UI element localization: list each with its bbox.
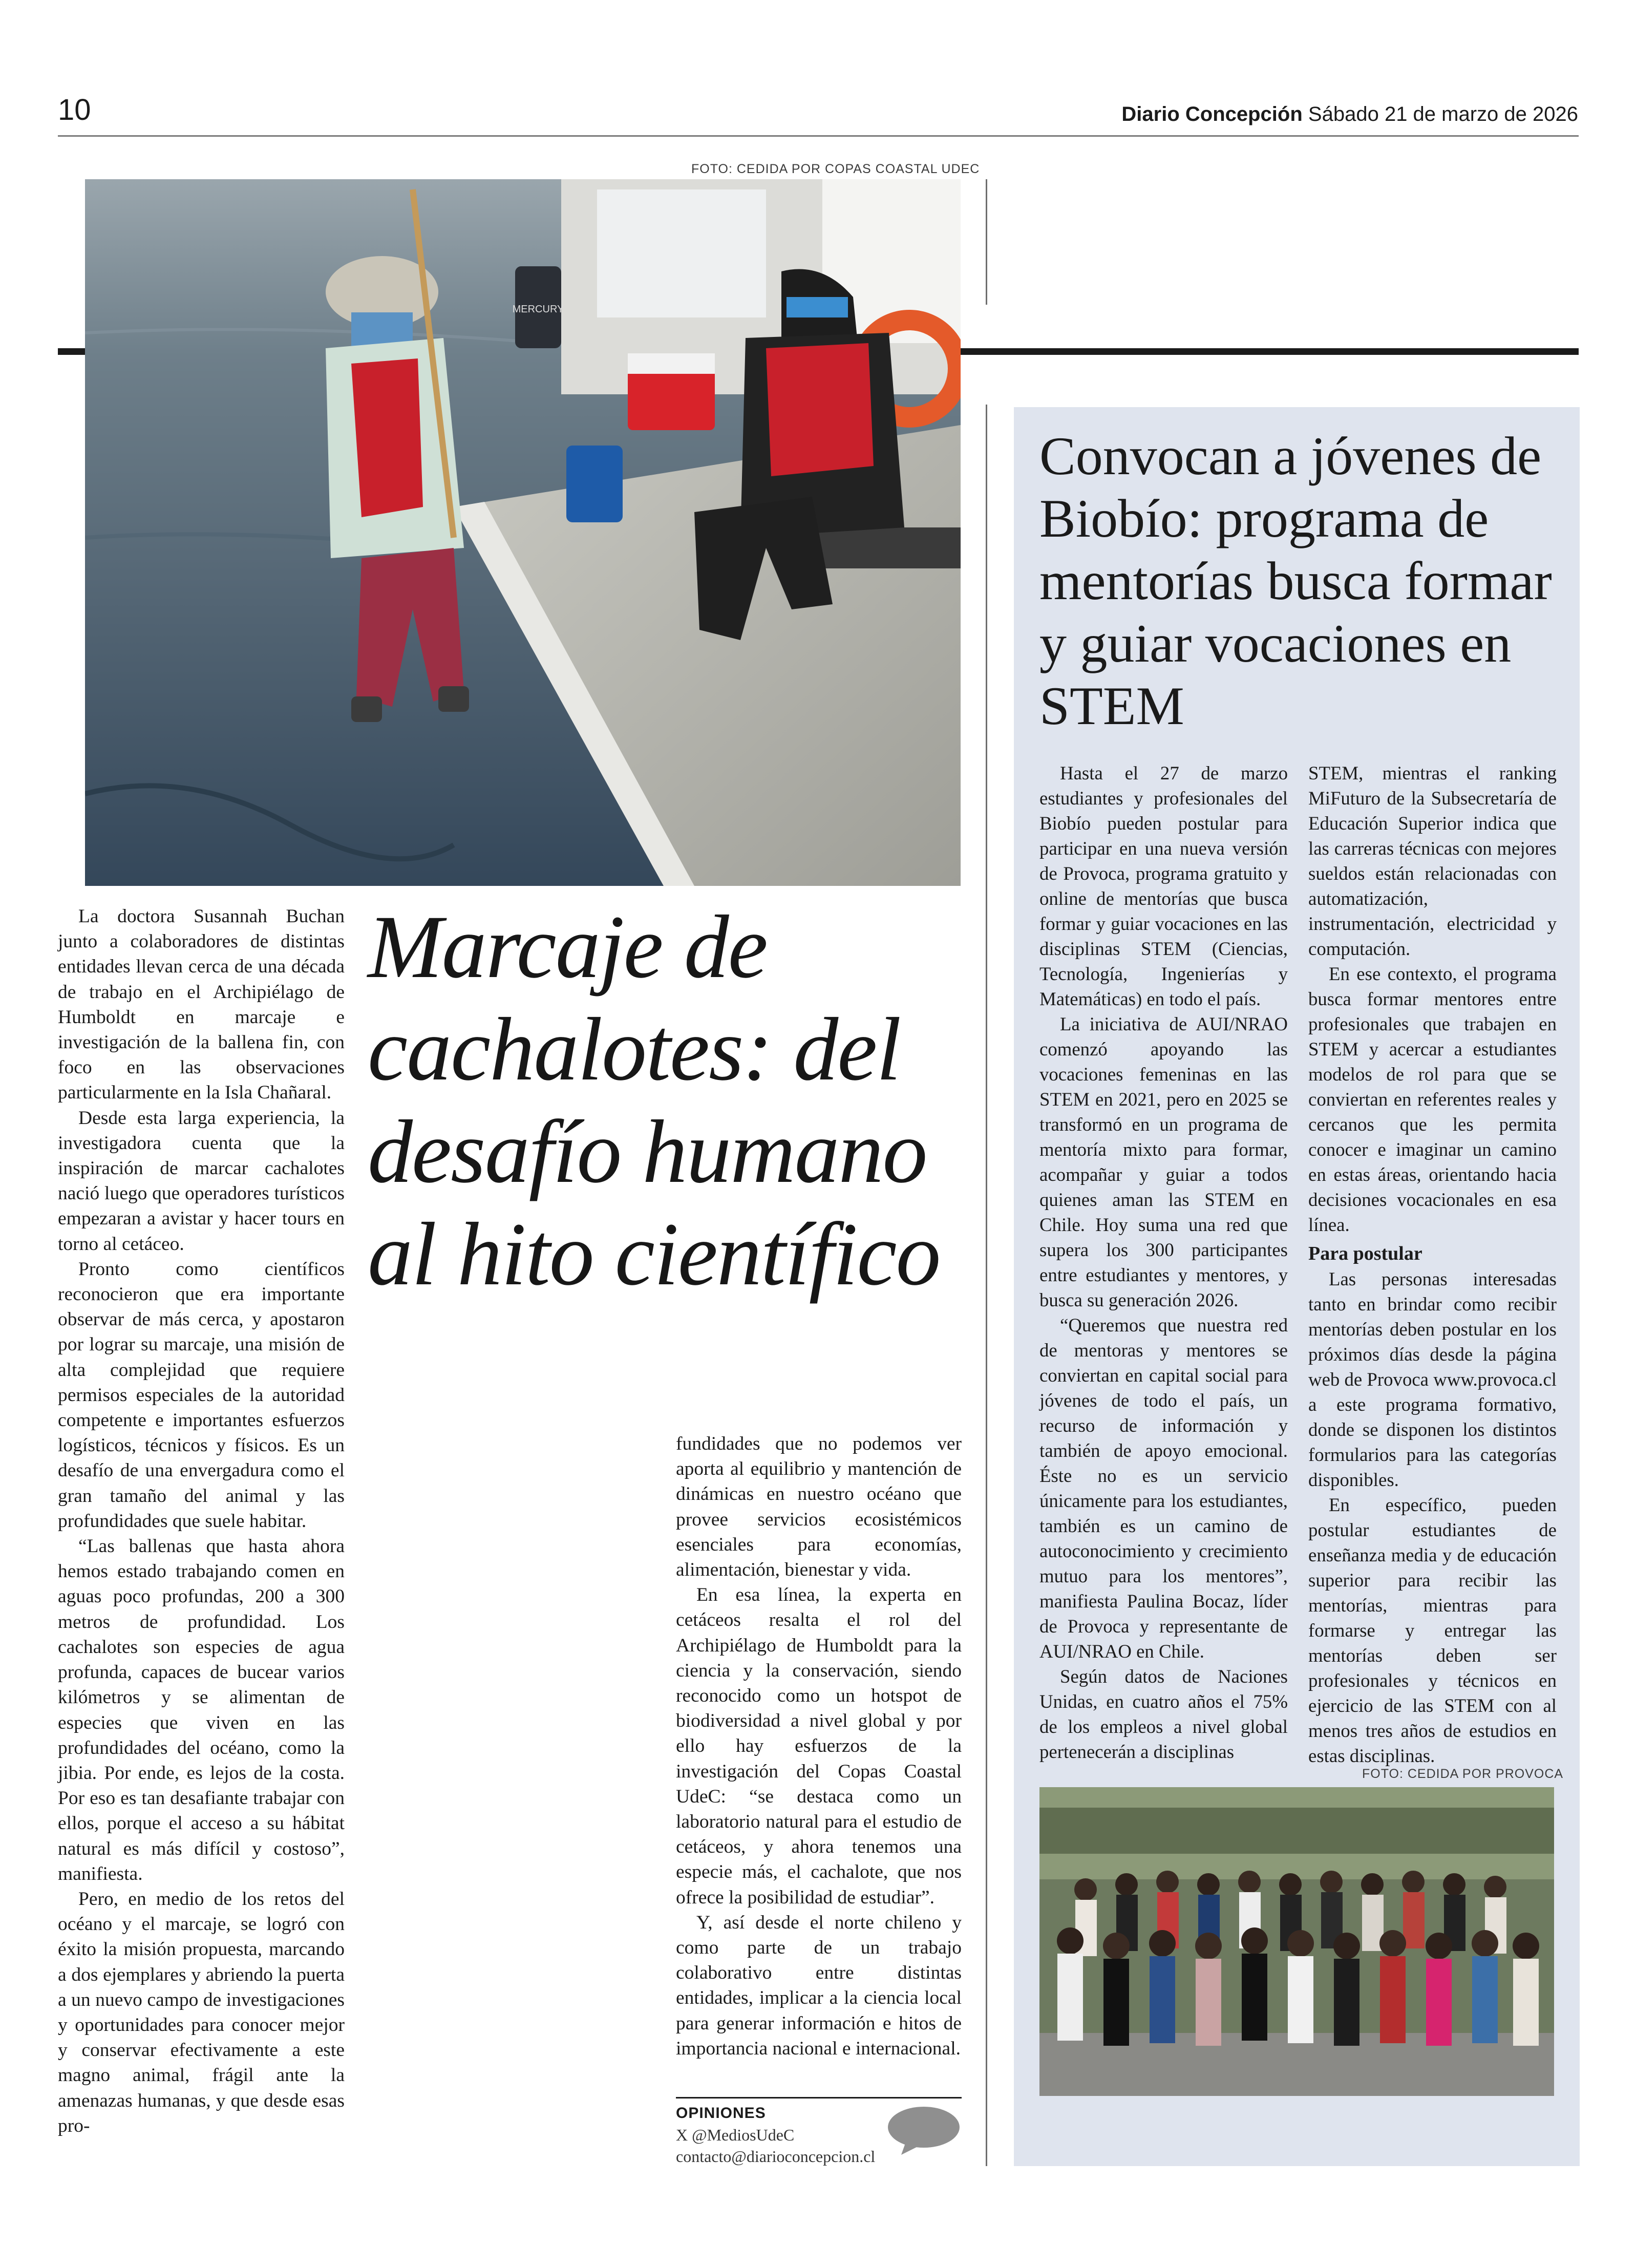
- column-divider: [986, 405, 987, 2166]
- group-photo: [1039, 1787, 1554, 2096]
- page-header-info: [1121, 104, 1578, 124]
- speech-bubble-icon: [886, 2105, 962, 2156]
- photo-credit-copas: FOTO: CEDIDA POR COPAS COASTAL UDEC: [691, 162, 980, 176]
- article-paragraph: Pero, en medio de los retos del océano y el marcaje, se logró con éxito la misión propuesta, marcando a dos ejemplares y abriendo la puerta a un nuevo campo de investigaciones y oportunidades para conocer mejor y conservar efectivamente a este magno animal, frágil ante la amenazas humanas, y que desde esas pro-: [58, 1888, 345, 2136]
- group-photo-illustration: [1039, 1787, 1554, 2096]
- sidebar-paragraph: En específico, pueden postular estudiantes de enseñanza media y de educación superior para recibir las mentorías, mientras para formarse y entregar las mentorías deben ser profesionales y técnicos en ejercicio de las STEM con al menos tres años de estudios en estas disciplinas.: [1308, 1494, 1557, 1766]
- sidebar-column-1: [1039, 760, 1288, 1764]
- article-paragraph: Desde esta larga experiencia, la investigadora cuenta que la inspiración de marcar cachalotes nació luego que operadores turísticos empezaran a avistar y hacer tours en torno al cetáceo.: [58, 1107, 345, 1255]
- sidebar-paragraph: STEM, mientras el ranking MiFuturo de la Subsecretaría de Educación Superior indica que las carreras técnicas con mejores sueldos están relacionadas con automatización, instrumentación, electricidad y computación.: [1308, 762, 1557, 959]
- article-paragraph: Pronto como científicos reconocieron que era importante observar de más cerca, y apostaron por lograr su marcaje, una misión de alta complejidad que requiere permisos especiales de la autoridad competente e importantes esfuerzos logísticos, técnicos y físicos. Es un desafío de una envergadura como el gran tamaño del animal y las profundidades que suele habitar.: [58, 1258, 345, 1532]
- section-rule-right: [961, 348, 1579, 355]
- photo-credit-provoca: FOTO: CEDIDA POR PROVOCA: [1362, 1767, 1564, 1781]
- sidebar-paragraph: Las personas interesadas tanto en brindar como recibir mentorías deben postular en los próximos días desde la página web de Provoca www.provoca.cl a este programa formativo, donde se disponen los distintos formularios para las categorías disponibles.: [1308, 1268, 1557, 1490]
- article-paragraph: Y, así desde el norte chileno y como parte de un trabajo colaborativo entre distintas entidades, implicar a la ciencia local para generar información e hitos de importancia nacional e internacional.: [676, 1912, 962, 2059]
- opiniones-twitter: X @MediosUdeC: [676, 2126, 795, 2144]
- sidebar-paragraph: La iniciativa de AUI/NRAO comenzó apoyando las vocaciones femeninas en las STEM en 2021, pero en 2025 se transformó en un programa de mentoría mixto para formar, acompañar y guiar a todos quienes aman las STEM en Chile. Hoy suma una red que supera los 300 participantes entre estudiantes y mentores, y busca su generación 2026.: [1039, 1013, 1288, 1310]
- sidebar-headline: Convocan a jóvenes de Biobío: programa de mentorías busca formar y guiar vocaciones en STEM: [1039, 426, 1552, 736]
- sidebar-paragraph: Hasta el 27 de marzo estudiantes y profesionales del Biobío pueden postular para participar en una nueva versión de Provoca, programa gratuito y online de mentorías que busca formar y guiar vocaciones en las disciplinas STEM (Ciencias, Tecnología, Ingenierías y Matemáticas) en todo el país.: [1039, 762, 1288, 1009]
- motor-brand: MERCURY: [512, 304, 564, 315]
- sidebar-paragraph: Según datos de Naciones Unidas, en cuatro años el 75% de los empleos a nivel global pertenecerán a disciplinas: [1039, 1666, 1288, 1762]
- article-headline: Marcaje de cachalotes: del desafío humano al hito científico: [368, 897, 940, 1304]
- boat-tagging-photo: [85, 179, 961, 886]
- article-paragraph: fundidades que no podemos ver aporta al equilibrio y mantención de dinámicas en nuestro océano que provee servicios ecosistémicos esenciales para economías, alimentación, bienestar y vida.: [676, 1433, 962, 1581]
- article-column-2: [676, 1431, 962, 2061]
- blue-container: [566, 446, 623, 522]
- boat-photo-illustration: [85, 179, 961, 886]
- article-paragraph: La doctora Susannah Buchan junto a colaboradores de distintas entidades llevan cerca de una década de trabajo en el Archipiélago de Humboldt en marcaje e investigación de la ballena fin, con foco en las observaciones particularmente en la Isla Chañaral.: [58, 906, 345, 1104]
- sidebar-paragraph: “Queremos que nuestra red de mentoras y mentores se conviertan en capital social para jóvenes de todo el país, un recurso de información y también de apoyo emocional. Éste no es un servicio únicamente para los estudiantes, también es un camino de autoconocimiento y crecimiento mutuo para los mentores”, manifiesta Paulina Bocaz, líder de Provoca y representante de AUI/NRAO en Chile.: [1039, 1315, 1288, 1662]
- article-paragraph: En esa línea, la experta en cetáceos resalta el rol del Archipiélago de Humboldt para la ciencia y la conservación, siendo reconocido como un hotspot de biodiversidad a nivel global y por ello hay esfuerzos de la investigación del Copas Coastal UdeC: “se destaca como un laboratorio natural para el estudio de cetáceos, y ahora tenemos una especie más, el cachalote, que nos ofrece la posibilidad de estudiar”.: [676, 1584, 962, 1908]
- opiniones-email: contacto@diarioconcepcion.cl: [676, 2147, 876, 2166]
- sidebar-column-2: [1308, 760, 1557, 1768]
- sidebar-subhead: Para postular: [1308, 1243, 1422, 1264]
- section-rule-left: [58, 348, 85, 355]
- issue-date: Sábado 21 de marzo de 2026: [1308, 103, 1578, 125]
- column-divider-top: [986, 179, 987, 305]
- opiniones-title: OPINIONES: [676, 2105, 766, 2122]
- header-rule: [58, 135, 1579, 137]
- opiniones-rule: [676, 2097, 962, 2099]
- sidebar-paragraph: En ese contexto, el programa busca formar mentores entre profesionales que trabajen en STEM y acercar a estudiantes modelos de rol para que se conviertan en referentes reales y cercanos que les permita conocer e imaginar un camino en estas áreas, orientando hacia decisiones vocacionales en esa línea.: [1308, 963, 1557, 1235]
- article-paragraph: “Las ballenas que hasta ahora hemos estado trabajando comen en aguas poco profundas, 200 a 300 metros de profundidad. Los cachalotes son especies de agua profunda, capaces de bucear varios kilómetros y se alimentan de especies que viven en las profundidades del océano, como la jibia. Por ende, es lejos de la costa. Por eso es tan desafiante trabajar con ellos, porque el acceso a su hábitat natural es más difícil y costoso”, manifiesta.: [58, 1536, 345, 1884]
- publication-name: Diario Concepción: [1121, 103, 1303, 125]
- page-number: 10: [58, 93, 91, 126]
- article-column-1: [58, 904, 345, 2138]
